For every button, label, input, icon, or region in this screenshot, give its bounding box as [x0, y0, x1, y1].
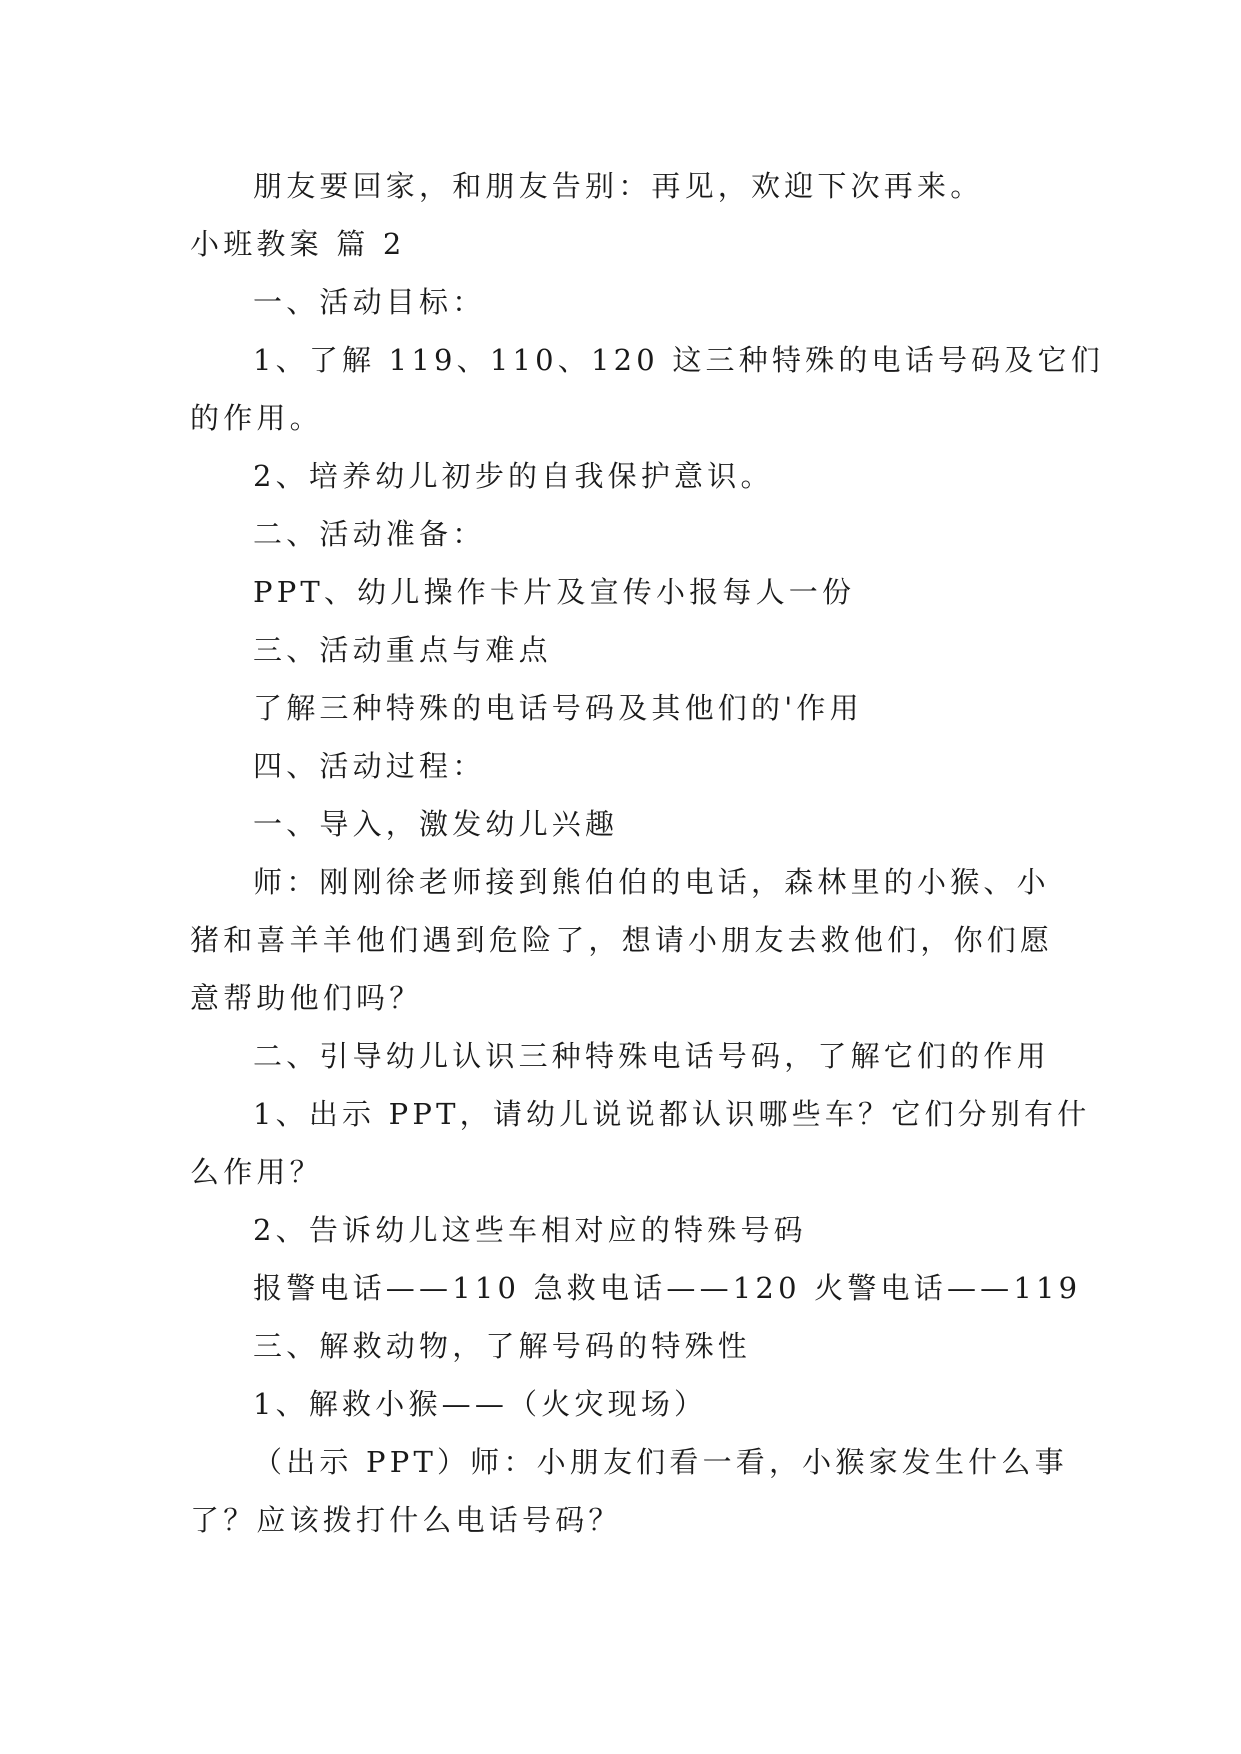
- paragraph-line: 了解三种特殊的电话号码及其他们的'作用: [253, 691, 863, 725]
- paragraph-line: 三、活动重点与难点: [253, 633, 552, 667]
- paragraph-line: 三、解救动物，了解号码的特殊性: [253, 1329, 752, 1363]
- paragraph-line: 师：刚刚徐老师接到熊伯伯的电话，森林里的小猴、小: [253, 865, 1050, 899]
- paragraph-line: 1、了解 119、110、120 这三种特殊的电话号码及它们: [253, 343, 1104, 377]
- paragraph-line: 1、出示 PPT，请幼儿说说都认识哪些车？它们分别有什: [253, 1097, 1091, 1131]
- paragraph-line: PPT、幼儿操作卡片及宣传小报每人一份: [253, 575, 856, 609]
- paragraph-line: 意帮助他们吗？: [190, 981, 423, 1015]
- paragraph-line: 一、导入，激发幼儿兴趣: [253, 807, 619, 841]
- paragraph-line: 猪和喜羊羊他们遇到危险了，想请小朋友去救他们，你们愿: [190, 923, 1054, 957]
- paragraph-line: 的作用。: [190, 401, 323, 435]
- paragraph-line: （出示 PPT）师：小朋友们看一看，小猴家发生什么事: [253, 1445, 1068, 1479]
- paragraph-line: 报警电话——110 急救电话——120 火警电话——119: [253, 1271, 1082, 1305]
- paragraph-line: 2、告诉幼儿这些车相对应的特殊号码: [253, 1213, 807, 1247]
- paragraph-line: 四、活动过程：: [253, 749, 486, 783]
- section-heading: 小班教案 篇 2: [190, 227, 406, 261]
- paragraph-line: 二、活动准备：: [253, 517, 486, 551]
- paragraph-line: 么作用？: [190, 1155, 323, 1189]
- paragraph-line: 一、活动目标：: [253, 285, 486, 319]
- paragraph-line: 1、解救小猴——（火灾现场）: [253, 1387, 708, 1421]
- paragraph-line: 朋友要回家，和朋友告别：再见，欢迎下次再来。: [253, 169, 984, 203]
- paragraph-line: 了？应该拨打什么电话号码？: [190, 1503, 622, 1537]
- paragraph-line: 二、引导幼儿认识三种特殊电话号码，了解它们的作用: [253, 1039, 1050, 1073]
- paragraph-line: 2、培养幼儿初步的自我保护意识。: [253, 459, 774, 493]
